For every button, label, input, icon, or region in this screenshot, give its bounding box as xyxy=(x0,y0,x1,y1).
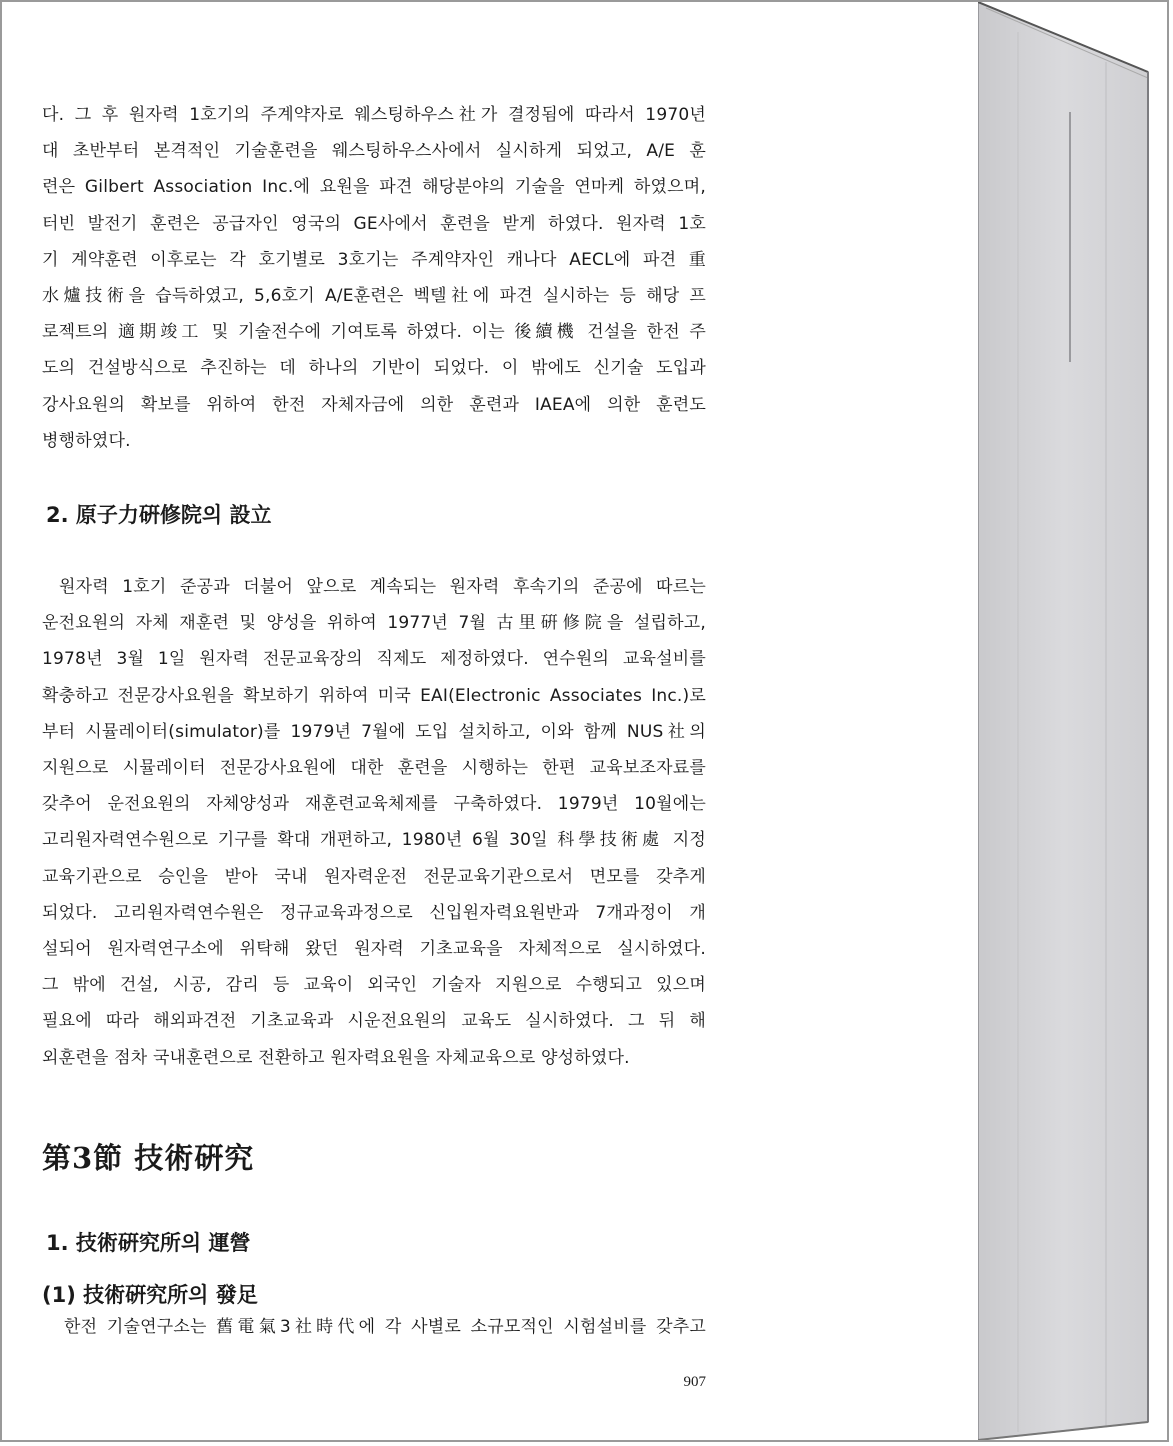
text-line: 한전 기술연구소는 舊電氣3社時代에 각 사별로 소규모적인 시험설비를 갖추고 xyxy=(64,1316,706,1337)
text-line: 로젝트의 適期竣工 및 기술전수에 기여토록 하였다. 이는 後續機 건설을 한전 주 xyxy=(42,322,706,343)
paragraph-training-history xyxy=(42,97,706,459)
text-line: 운전요원의 자체 재훈련 및 양성을 위하여 1977년 7월 古里硏修院을 설립하고, xyxy=(42,613,706,634)
text-line: 지원으로 시뮬레이터 전문강사요원에 대한 훈련을 시행하는 한편 교육보조자료를 xyxy=(42,758,706,779)
section-heading: 2. 原子力硏修院의 設立 xyxy=(46,503,272,528)
page-number: 907 xyxy=(683,1374,706,1390)
text-line: 갖추어 운전요원의 자체양성과 재훈련교육체제를 구축하였다. 1979년 10월에는 xyxy=(42,794,706,815)
paragraph-institute-founding xyxy=(42,569,706,1076)
text-line: 부터 시뮬레이터(simulator)를 1979년 7월에 도입 설치하고, 이와 함께 NUS社의 xyxy=(42,721,706,742)
chapter-heading: 第3節 技術硏究 xyxy=(42,1140,255,1175)
section-heading: 1. 技術硏究所의 運營 xyxy=(46,1230,251,1255)
page-content xyxy=(42,97,706,1345)
text-line: 기 계약훈련 이후로는 각 호기별로 3호기는 주계약자인 캐나다 AECL에 파견 重 xyxy=(42,249,706,270)
book-page-edge xyxy=(978,2,1166,1440)
paragraph-research-institute xyxy=(42,1309,706,1345)
text-line: 터빈 발전기 훈련은 공급자인 영국의 GE사에서 훈련을 받게 하였다. 원자력 1호 xyxy=(42,213,706,234)
text-line: 련은 Gilbert Association Inc.에 요원을 파견 해당분야의 기술을 연마케 하였으며, xyxy=(42,177,706,198)
document-page xyxy=(2,2,978,1440)
text-line: 고리원자력연수원으로 기구를 확대 개편하고, 1980년 6월 30일 科學技術處 지정 xyxy=(42,830,706,851)
text-line: 확충하고 전문강사요원을 확보하기 위하여 미국 EAI(Electronic Associates Inc.)로 xyxy=(42,685,706,706)
text-line: 교육기관으로 승인을 받아 국내 원자력운전 전문교육기관으로서 면모를 갖추게 xyxy=(42,866,706,887)
text-line: 되었다. 고리원자력연수원은 정규교육과정으로 신입원자력요원반과 7개과정이 개 xyxy=(42,902,706,923)
text-line: 강사요원의 확보를 위하여 한전 자체자금에 의한 훈련과 IAEA에 의한 훈련도 xyxy=(42,394,706,415)
text-line: 1978년 3월 1일 원자력 전문교육장의 직제도 제정하였다. 연수원의 교육설비를 xyxy=(42,649,706,670)
text-line: 도의 건설방식으로 추진하는 데 하나의 기반이 되었다. 이 밖에도 신기술 도입과 xyxy=(42,358,706,379)
text-line: 외훈련을 점차 국내훈련으로 전환하고 원자력요원을 자체교육으로 양성하였다. xyxy=(42,1047,630,1068)
text-line: 다. 그 후 원자력 1호기의 주계약자로 웨스팅하우스社가 결정됨에 따라서 1970년 xyxy=(42,105,706,125)
text-line: 그 밖에 건설, 시공, 감리 등 교육이 외국인 기술자 지원으로 수행되고 있으며 xyxy=(42,975,706,996)
subsection-heading: (1) 技術硏究所의 發足 xyxy=(42,1282,258,1307)
text-line: 대 초반부터 본격적인 기술훈련을 웨스팅하우스사에서 실시하게 되었고, A/E 훈 xyxy=(42,141,706,162)
text-line: 설되어 원자력연구소에 위탁해 왔던 원자력 기초교육을 자체적으로 실시하였다. xyxy=(42,939,706,960)
text-line: 필요에 따라 해외파견전 기초교육과 시운전요원의 교육도 실시하였다. 그 뒤 해 xyxy=(42,1011,706,1032)
text-line: 병행하였다. xyxy=(42,430,131,451)
text-line: 원자력 1호기 준공과 더불어 앞으로 계속되는 원자력 후속기의 준공에 따르는 xyxy=(59,577,706,598)
text-line: 水爐技術을 습득하였고, 5,6호기 A/E훈련은 벡텔社에 파견 실시하는 등 해당 프 xyxy=(42,286,706,307)
